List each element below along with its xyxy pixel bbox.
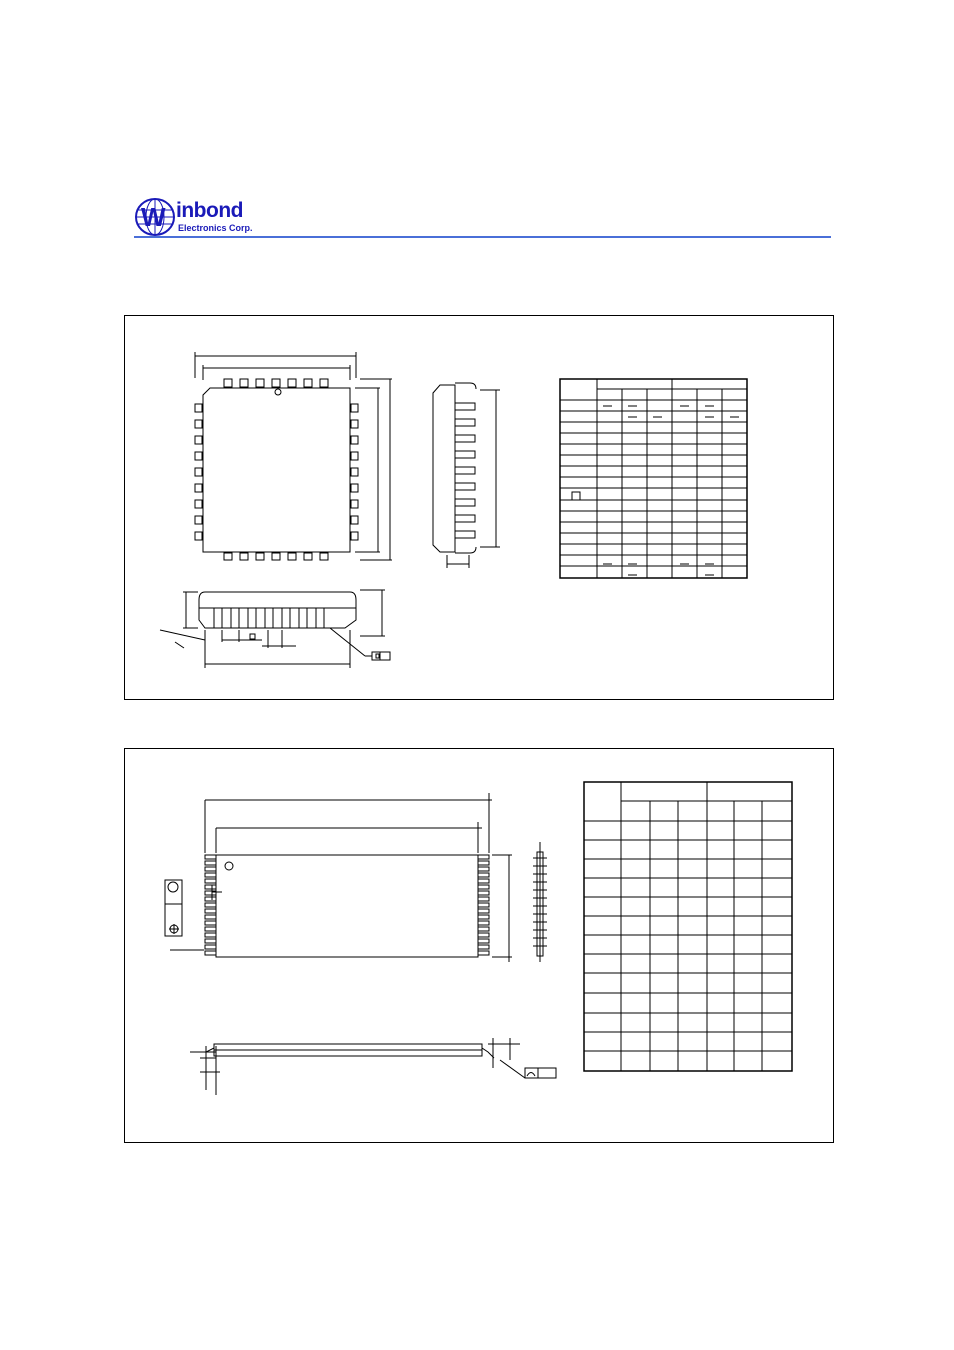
tsop-dimension-table xyxy=(584,782,792,1071)
brand-subtitle: Electronics Corp. xyxy=(178,223,253,233)
brand-name: inbond xyxy=(176,199,243,222)
svg-text:W: W xyxy=(141,202,166,232)
tsop-body-top-view xyxy=(216,855,478,957)
